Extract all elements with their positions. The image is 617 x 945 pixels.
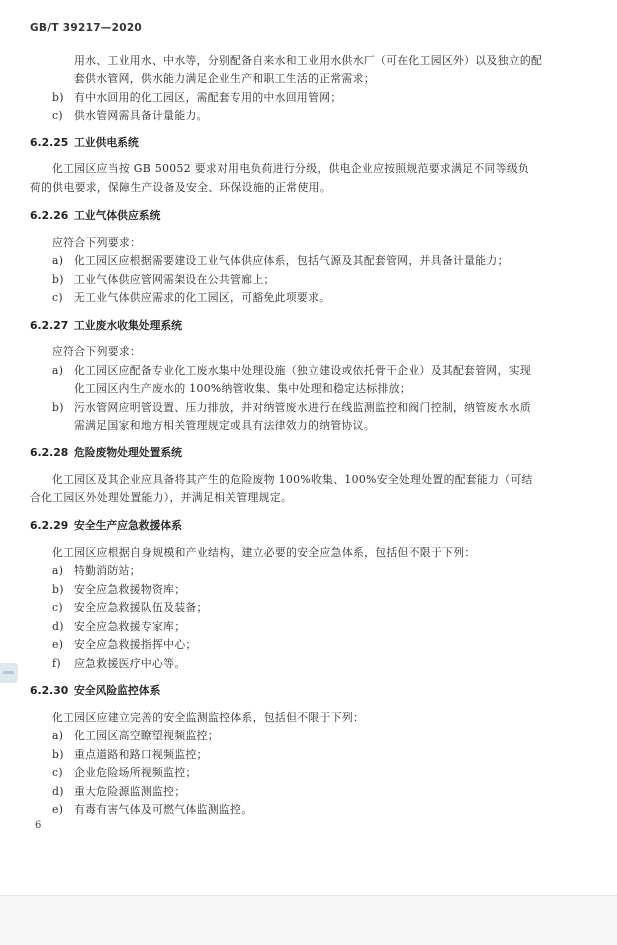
paragraph: 化工园区应建立完善的安全监测监控体系，包括但不限于下列：	[52, 711, 365, 724]
list-item: a) 化工园区应根据需要建设工业气体供应体系，包括气源及其配套管网，并具备计量能力；	[52, 254, 509, 267]
list-item: d) 重大危险源监测监控；	[52, 785, 186, 798]
continued-text: 套供水管网，供水能力满足企业生产和职工生活的正常需求；	[74, 72, 375, 85]
list-item: d) 安全应急救援专家库；	[52, 620, 186, 633]
item-marker: b)	[52, 91, 64, 104]
viewer-background	[0, 895, 617, 945]
list-item: c) 安全应急救援队伍及装备；	[52, 601, 208, 614]
paragraph: 化工园区应根据自身规模和产业结构，建立必要的安全应急体系，包括但不限于下列：	[52, 546, 476, 559]
section-heading: 6.2.30 安全风险监控体系	[30, 684, 161, 697]
list-item: c) 供水管网需具备计量能力。	[52, 109, 208, 122]
list-item: b) 重点道路和路口视频监控；	[52, 748, 208, 761]
paragraph: 荷的供电要求，保障生产设备及安全、环保设施的正常使用。	[30, 181, 331, 194]
list-item: e) 有毒有害气体及可燃气体监测监控。	[52, 803, 253, 816]
list-item: b) 有中水回用的化工园区，需配套专用的中水回用管网；	[52, 91, 342, 104]
handle-icon	[3, 671, 14, 674]
list-item: f) 应急救援医疗中心等。	[52, 657, 186, 670]
list-item: 需满足国家和地方相关管理规定或具有法律效力的纳管协议。	[74, 419, 375, 432]
list-item: e) 安全应急救援指挥中心；	[52, 638, 197, 651]
continued-text: 用水、工业用水、中水等，分别配备自来水和工业用水供水厂（可在化工园区外）以及独立的配	[74, 54, 543, 67]
list-item: b) 工业气体供应管网需架设在公共管廊上；	[52, 273, 275, 286]
paragraph: 应符合下列要求：	[52, 345, 142, 358]
section-heading: 6.2.26 工业气体供应系统	[30, 209, 161, 222]
list-item: c) 无工业气体供应需求的化工园区，可豁免此项要求。	[52, 291, 331, 304]
side-panel-toggle[interactable]	[0, 663, 18, 683]
page-number: 6	[35, 820, 42, 831]
paragraph: 化工园区应当按 GB 50052 要求对用电负荷进行分级，供电企业应按照规范要求满足不同等级负	[52, 162, 530, 175]
list-item: a) 化工园区高空瞭望视频监控；	[52, 729, 219, 742]
list-item: b) 安全应急救援物资库；	[52, 583, 186, 596]
list-item: b) 污水管网应明管设置、压力排放，并对纳管废水进行在线监测监控和阀门控制，纳管废水水质	[52, 401, 532, 414]
standard-code: GB/T 39217—2020	[30, 22, 143, 34]
section-heading: 6.2.29 安全生产应急救援体系	[30, 519, 182, 532]
list-item: a) 化工园区应配备专业化工废水集中处理设施（独立建设或依托骨干企业）及其配套管网，实现	[52, 364, 532, 377]
list-item: a) 特勤消防站；	[52, 564, 141, 577]
paragraph: 应符合下列要求：	[52, 236, 142, 249]
section-heading: 6.2.27 工业废水收集处理系统	[30, 319, 182, 332]
paragraph: 合化工园区外处理处置能力），并满足相关管理规定。	[30, 491, 293, 504]
section-heading: 6.2.28 危险废物处理处置系统	[30, 446, 182, 459]
list-item: 化工园区内生产废水的 100%纳管收集、集中处理和稳定达标排放；	[74, 382, 412, 395]
section-heading: 6.2.25 工业供电系统	[30, 136, 139, 149]
list-item: c) 企业危险场所视频监控；	[52, 766, 197, 779]
item-marker: c)	[52, 109, 63, 122]
paragraph: 化工园区及其企业应具备将其产生的危险废物 100%收集、100%安全处理处置的配套能力（可结	[52, 473, 533, 486]
